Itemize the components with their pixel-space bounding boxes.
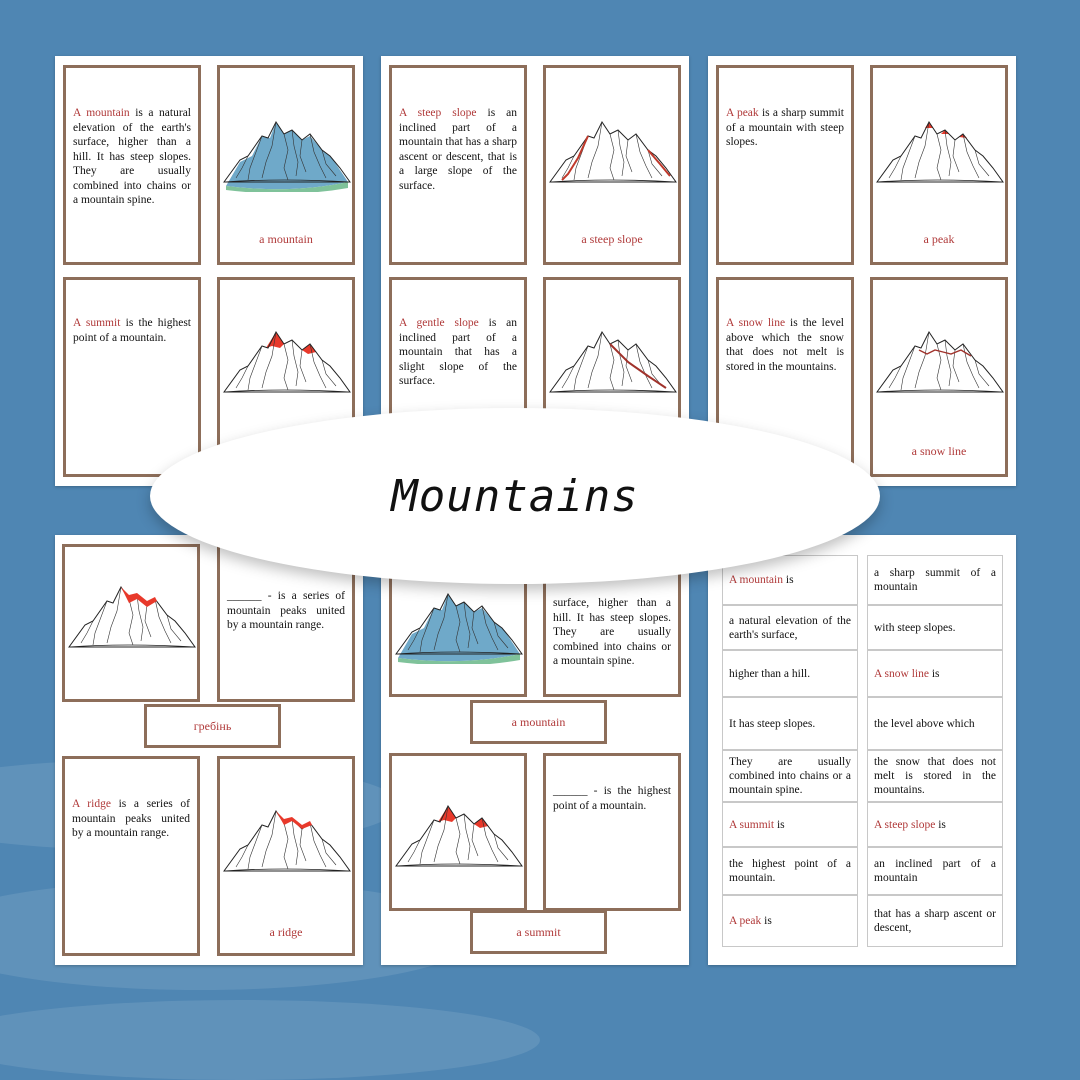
strip-term: A mountain [729, 574, 783, 586]
caption-steep-slope: a steep slope [581, 232, 643, 246]
strip-text: with steep slopes. [874, 621, 956, 634]
strip-term: A steep slope [874, 818, 936, 831]
term-peak: A peak [726, 107, 759, 119]
mountain-illustration-colored [394, 588, 524, 664]
definition-card-summit-blank [543, 753, 681, 911]
label-card-summit: a summit [470, 910, 607, 954]
text-strip-left[interactable] [722, 605, 858, 650]
term-gentle-slope: A gentle slope [399, 317, 479, 329]
definition-text: is a natural elevation of the earth's surface, higher than a hill. It has steep slopes. They are usually combined into chains or a mountain spine. [73, 107, 191, 206]
strip-term: A peak [729, 915, 762, 927]
worksheet-text-strips [708, 535, 1016, 965]
label-card-mountain: a mountain [470, 700, 607, 744]
text-strip-right[interactable] [867, 802, 1003, 847]
text-strip-right[interactable] [867, 697, 1003, 750]
term-ridge: A ridge [72, 798, 111, 810]
text-strip-right[interactable] [867, 750, 1003, 802]
caption-peak: a peak [923, 232, 955, 246]
text-strip-left[interactable] [722, 697, 858, 750]
definition-text: ______ - is the highest point of a mountain. [553, 785, 671, 812]
text-strip-right[interactable] [867, 895, 1003, 947]
caption-mountain: a mountain [259, 232, 313, 246]
text-strip-right[interactable] [867, 650, 1003, 697]
picture-card-mountain [217, 65, 355, 265]
term-snow-line: A snow line [726, 317, 786, 329]
definition-card-mountain [63, 65, 201, 265]
text-strip-right[interactable] [867, 605, 1003, 650]
mountain-illustration-ridge [67, 581, 197, 651]
mountain-illustration-peak [875, 116, 1005, 186]
strip-text: an inclined part of a mountain [874, 858, 996, 884]
definition-text: is a series of mountain peaks united by a mountain range. [72, 798, 190, 839]
definition-text: is a sharp summit of a mountain with steep slopes. [726, 107, 844, 148]
worksheet-ridge [55, 535, 363, 965]
strip-text: is [761, 915, 772, 927]
picture-card-peak [870, 65, 1008, 265]
mountain-illustration-snow-line [875, 326, 1005, 396]
term-steep-slope: A steep slope [399, 107, 477, 119]
definition-text: is an inclined part of a mountain that has a slight slope of the surface. [399, 317, 518, 387]
definition-card-summit [63, 277, 201, 477]
label-card-grebin: гребінь [144, 704, 281, 748]
strip-text: It has steep slopes. [729, 717, 816, 730]
strip-text: is [774, 818, 785, 831]
picture-card-snow-line [870, 277, 1008, 477]
mountain-illustration-colored [222, 116, 352, 192]
picture-card-steep-slope [543, 65, 681, 265]
mountain-illustration-summit [394, 800, 524, 870]
strip-text: the highest point of a mountain. [729, 858, 851, 884]
definition-text: surface, higher than a hill. It has steep slopes. They are usually combined into chains or a mountain spine. [553, 597, 671, 667]
strip-text: is [783, 574, 794, 586]
definition-card-ridge [62, 756, 200, 956]
text-strip-left[interactable] [722, 750, 858, 802]
term-mountain: A mountain [73, 107, 130, 119]
definition-card-steep-slope [389, 65, 527, 265]
definition-text: is the level above which the snow that does not melt is stored in the mountains. [726, 317, 844, 373]
strip-term: A summit [729, 818, 775, 831]
mountain-illustration-ridge-2 [222, 805, 352, 875]
strip-text: that has a sharp ascent or descent, [874, 908, 996, 934]
strip-text: a sharp summit of a mountain [874, 567, 996, 593]
picture-card-ridge [217, 756, 355, 956]
worksheet-peak-snowline [708, 56, 1016, 486]
picture-card-summit [389, 753, 527, 911]
background-wave [0, 1000, 540, 1080]
worksheet-matching [381, 535, 689, 965]
strip-term: A snow line [874, 667, 929, 680]
mountain-illustration-summit [222, 326, 352, 396]
strip-text: a natural elevation of the earth's surface, [729, 614, 851, 641]
mountain-illustration-steep-slope [548, 116, 678, 186]
text-strip-left[interactable] [722, 895, 858, 947]
picture-card-ridge-top [62, 544, 200, 702]
strip-text: They are usually combined into chains or a mountain spine. [729, 756, 851, 796]
strip-text: the snow that does not melt is stored in the mountains. [874, 756, 996, 796]
text-strip-left[interactable] [722, 847, 858, 895]
strip-text: higher than a hill. [729, 667, 811, 680]
page-title: Mountains [391, 470, 639, 522]
definition-text: ______ - is a series of mountain peaks united by a mountain range. [227, 590, 345, 631]
definition-text: is the highest point of a mountain. [73, 317, 191, 344]
definition-card-peak [716, 65, 854, 265]
strip-text: the level above which [874, 717, 975, 730]
caption-snow-line: a snow line [911, 444, 967, 458]
definition-text: is an inclined part of a mountain that has a sharp ascent or descent, that is a large slope of the surface. [399, 107, 518, 192]
caption-ridge: a ridge [269, 925, 303, 939]
strip-text: is [928, 667, 940, 680]
text-strip-left[interactable] [722, 650, 858, 697]
text-strip-right[interactable] [867, 555, 1003, 605]
term-summit: A summit [73, 317, 121, 329]
text-strip-left[interactable] [722, 802, 858, 847]
text-strip-right[interactable] [867, 847, 1003, 895]
title-banner [150, 408, 880, 584]
strip-text: is [935, 818, 946, 831]
mountain-illustration-gentle-slope [548, 326, 678, 396]
